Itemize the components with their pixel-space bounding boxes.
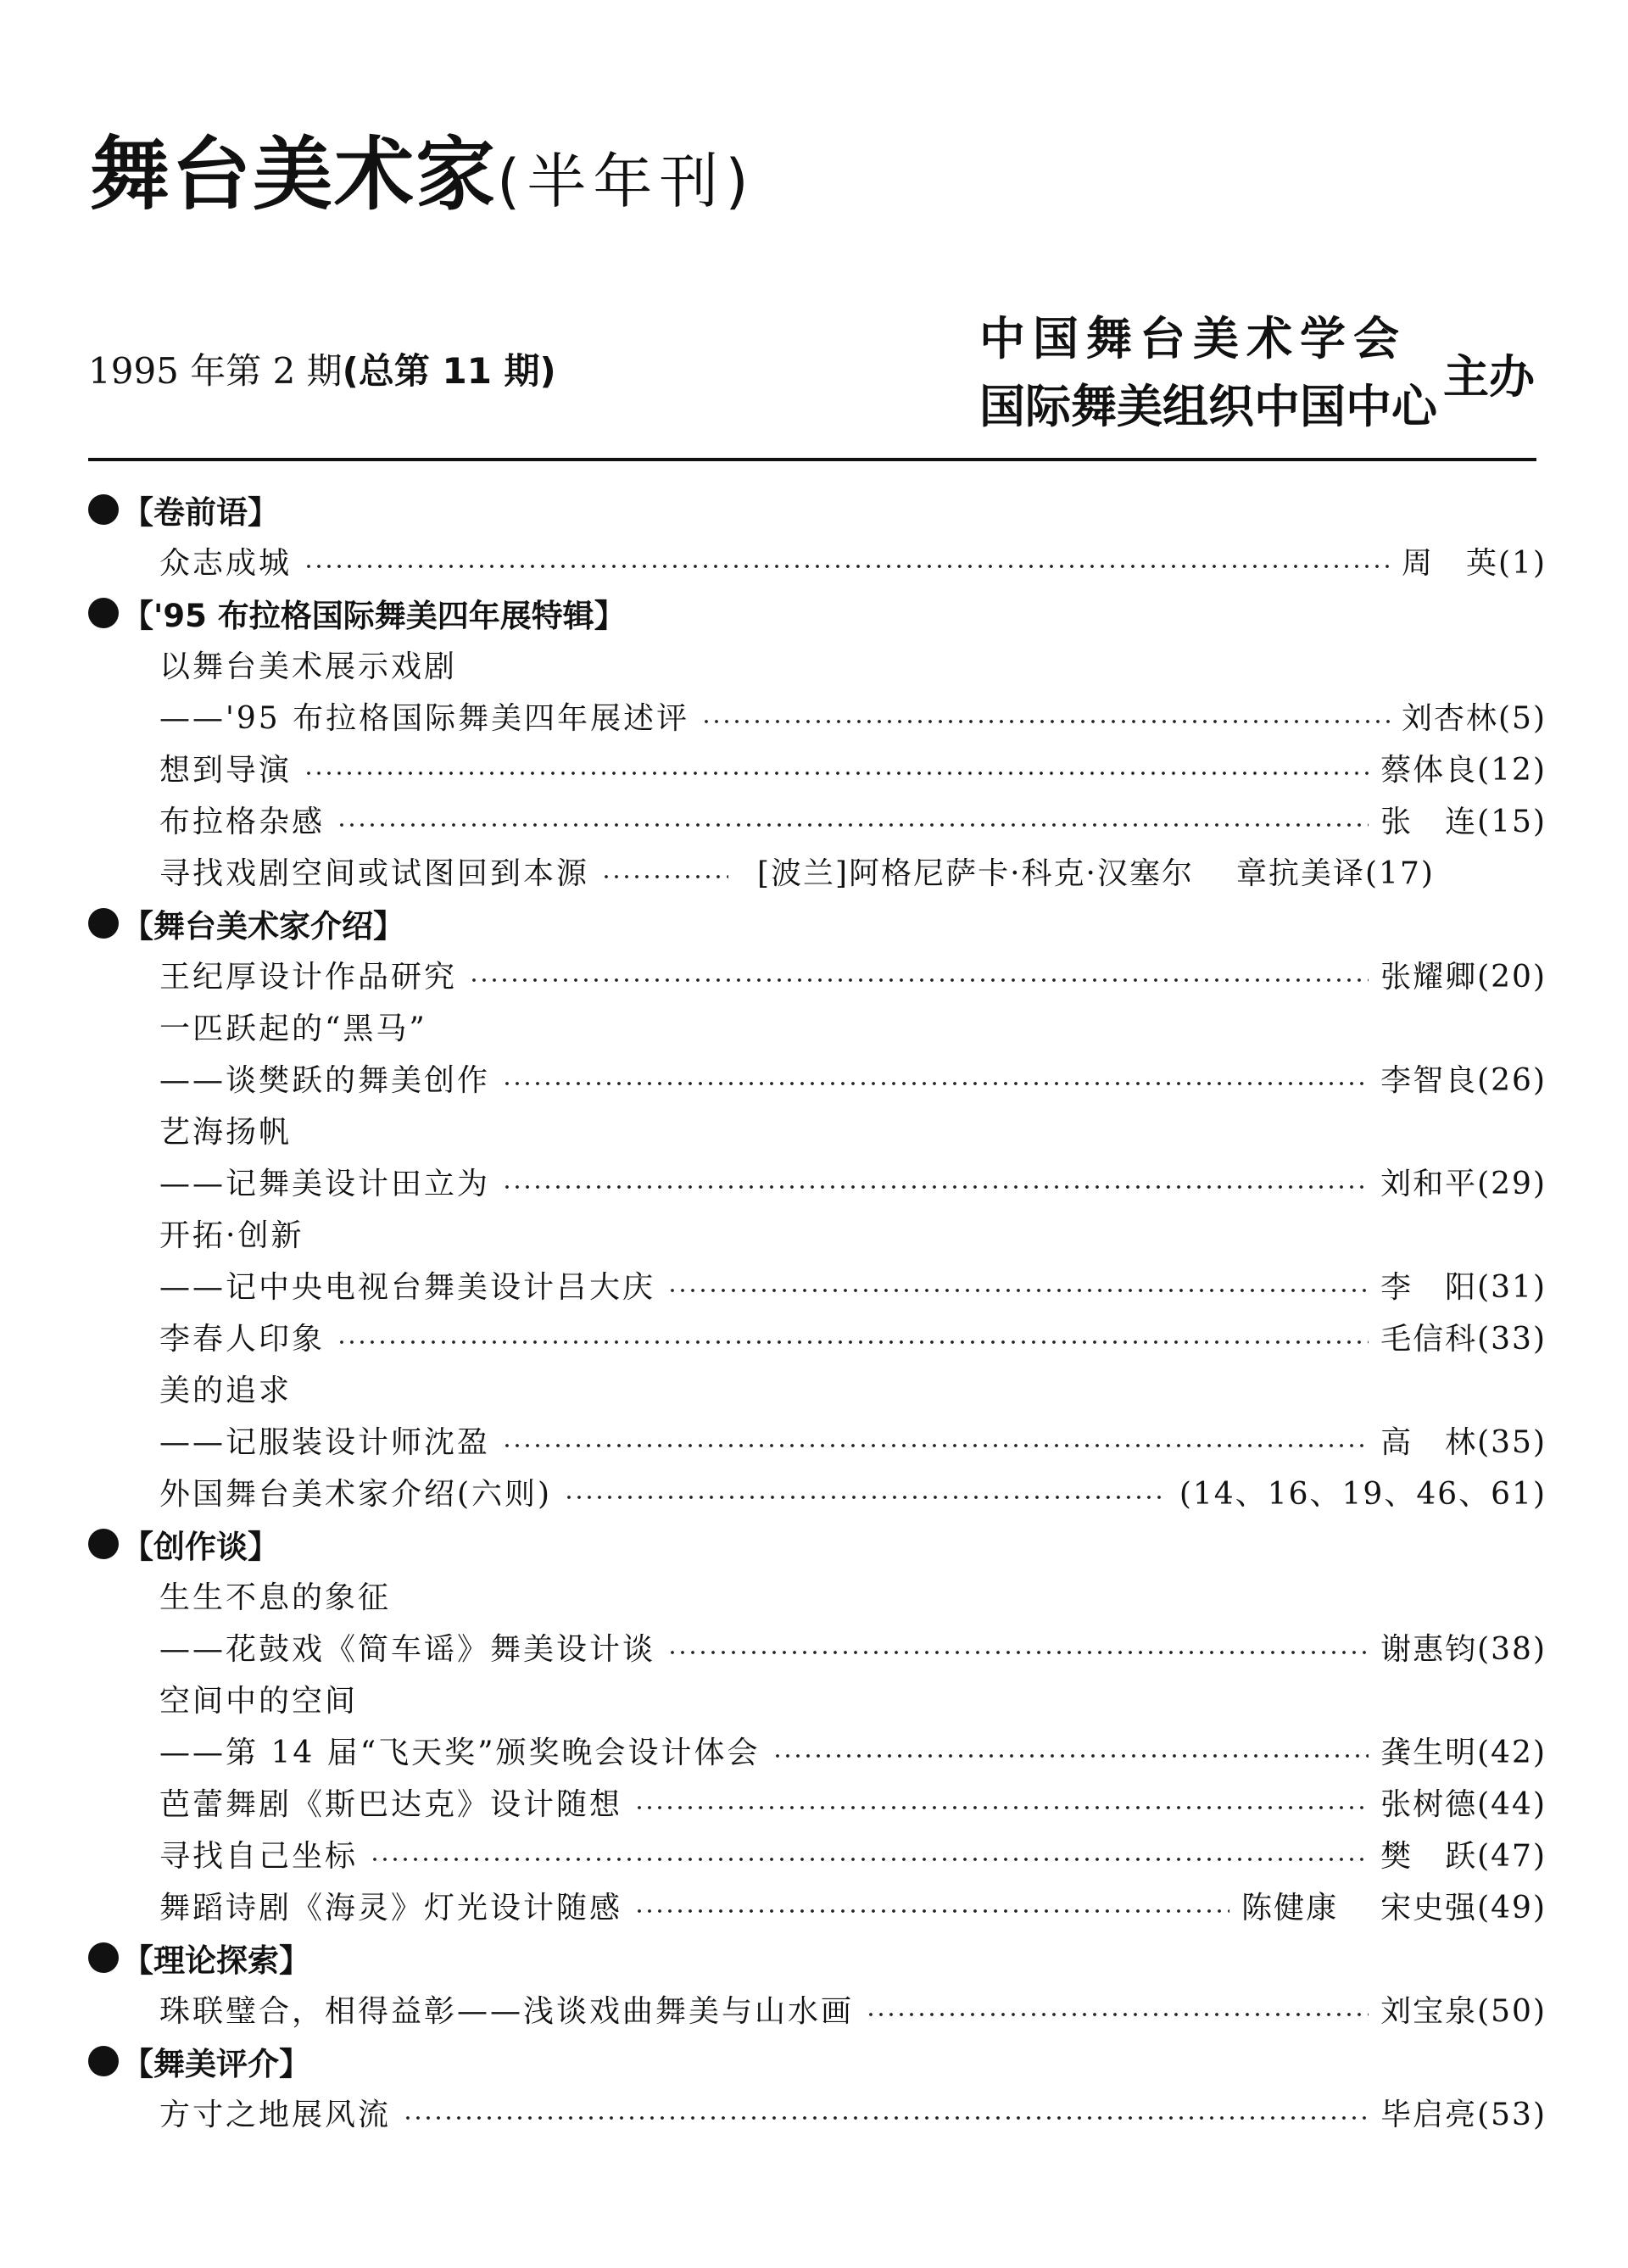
- toc-entry-subtitle[interactable]: [88, 1156, 1547, 1207]
- leader-dots: [502, 1081, 1369, 1086]
- entry-author-page: 蔡体良(12): [1380, 753, 1547, 788]
- entry-title: 芭蕾舞剧《斯巴达克》设计随想: [159, 1787, 623, 1822]
- entry-title: 舞蹈诗剧《海灵》灯光设计随感: [159, 1891, 623, 1925]
- toc-entry[interactable]: [88, 794, 1547, 845]
- toc-entry[interactable]: [88, 1466, 1547, 1518]
- bullet-icon: [88, 494, 119, 525]
- entry-author-page: 高 林(35): [1380, 1425, 1547, 1460]
- entry-title: ——第 14 届“飞天奖”颁奖晚会设计体会: [159, 1736, 761, 1770]
- toc-entry[interactable]: [88, 1776, 1547, 1828]
- entry-author-page: 毕启亮(53): [1380, 2098, 1547, 2132]
- toc-entry-subtitle[interactable]: [88, 1414, 1547, 1466]
- toc-section-heading: [88, 1931, 1547, 1983]
- entry-title: ——'95 布拉格国际舞美四年展述评: [159, 701, 690, 736]
- header-divider: [88, 458, 1536, 461]
- toc-entry[interactable]: [88, 949, 1547, 1000]
- toc-entry[interactable]: [88, 1983, 1547, 2035]
- sponsor-1: 中国舞台美术学会: [979, 312, 1407, 365]
- leader-dots: [601, 874, 728, 879]
- entry-title: 以舞台美术展示戏剧: [159, 649, 458, 684]
- entry-title: ——记服装设计师沈盈: [159, 1425, 491, 1460]
- leader-dots: [337, 1340, 1369, 1345]
- toc-entry-subtitle[interactable]: [88, 1259, 1547, 1311]
- entry-author-page: 张树德(44): [1380, 1787, 1547, 1822]
- leader-dots: [667, 1650, 1369, 1655]
- toc-entry[interactable]: [88, 535, 1547, 587]
- toc-entry[interactable]: [88, 1207, 1547, 1259]
- entry-title: 众志成城: [159, 546, 293, 581]
- toc-entry[interactable]: [88, 1104, 1547, 1156]
- entry-title: 王纪厚设计作品研究: [159, 960, 458, 995]
- entry-author-page: 李智良(26): [1380, 1063, 1547, 1098]
- entry-author-page: 樊 跃(47): [1380, 1839, 1547, 1874]
- entry-title: 空间中的空间: [159, 1684, 359, 1719]
- entry-title: 寻找戏剧空间或试图回到本源: [159, 856, 590, 891]
- magazine-frequency: (半年刊): [497, 147, 755, 216]
- leader-dots: [337, 822, 1369, 828]
- section-label: 【创作谈】: [122, 1528, 279, 1565]
- leader-dots: [502, 1443, 1369, 1448]
- entry-author-page: 刘杏林(5): [1402, 701, 1547, 736]
- toc-entry[interactable]: [88, 638, 1547, 690]
- toc-section-heading: [88, 1518, 1547, 1569]
- entry-title: ——记舞美设计田立为: [159, 1167, 491, 1201]
- leader-dots: [634, 1805, 1369, 1810]
- toc-section-heading: [88, 897, 1547, 949]
- leader-dots: [564, 1495, 1168, 1500]
- entry-author-page: 刘和平(29): [1380, 1167, 1547, 1201]
- issue-total: (总第 11 期): [342, 350, 556, 392]
- bullet-icon: [88, 1942, 119, 1973]
- leader-dots: [634, 1909, 1229, 1914]
- leader-dots: [403, 2115, 1369, 2120]
- entry-title: 艺海扬帆: [159, 1115, 293, 1150]
- bullet-icon: [88, 1529, 119, 1559]
- leader-dots: [304, 771, 1369, 776]
- section-label: 【舞美评介】: [122, 2045, 310, 2082]
- entry-pages: (14、16、19、46、61): [1179, 1477, 1547, 1512]
- bullet-icon: [88, 908, 119, 939]
- toc-entry-subtitle[interactable]: [88, 1621, 1547, 1673]
- toc-section-heading: [88, 2035, 1547, 2087]
- table-of-contents: [88, 483, 1547, 2138]
- entry-title: 李春人印象: [159, 1322, 326, 1357]
- entry-title: 外国舞台美术家介绍(六则): [159, 1477, 553, 1512]
- host-label: 主办: [1443, 350, 1535, 404]
- toc-entry[interactable]: [88, 1569, 1547, 1621]
- toc-entry[interactable]: [88, 1880, 1547, 1931]
- entry-title: 一匹跃起的“黑马”: [159, 1011, 427, 1046]
- entry-author: 陈健康: [1241, 1891, 1339, 1925]
- section-label: 【'95 布拉格国际舞美四年展特辑】: [122, 597, 626, 634]
- leader-dots: [469, 978, 1369, 983]
- entry-title: 寻找自己坐标: [159, 1839, 359, 1874]
- toc-section-heading: [88, 587, 1547, 638]
- leader-dots: [502, 1184, 1369, 1190]
- toc-entry[interactable]: [88, 1673, 1547, 1725]
- entry-title: 想到导演: [159, 753, 293, 788]
- entry-title: 布拉格杂感: [159, 805, 326, 839]
- toc-entry-subtitle[interactable]: [88, 690, 1547, 742]
- entry-title: 美的追求: [159, 1374, 293, 1408]
- entry-title: 开拓·创新: [159, 1218, 304, 1253]
- entry-title: 珠联璧合，相得益彰——浅谈戏曲舞美与山水画: [159, 1994, 855, 2029]
- magazine-name: 舞台美术家: [90, 129, 498, 221]
- toc-section-heading: [88, 483, 1547, 535]
- entry-author-page: 张耀卿(20): [1380, 960, 1547, 995]
- bullet-icon: [88, 2046, 119, 2076]
- entry-author-page: 毛信科(33): [1380, 1322, 1547, 1357]
- toc-entry[interactable]: [88, 1000, 1547, 1052]
- toc-entry[interactable]: [88, 1311, 1547, 1362]
- entry-author-page: 李 阳(31): [1380, 1270, 1547, 1305]
- magazine-title: [90, 110, 755, 225]
- issue-info: [88, 343, 556, 394]
- toc-entry[interactable]: [88, 1362, 1547, 1414]
- entry-title: ——花鼓戏《简车谣》舞美设计谈: [159, 1632, 656, 1667]
- entry-author: [波兰]阿格尼萨卡·科克·汉塞尔: [757, 856, 1194, 891]
- leader-dots: [304, 564, 1390, 569]
- entry-author-page: 周 英(1): [1402, 546, 1547, 581]
- section-label: 【舞台美术家介绍】: [122, 907, 404, 945]
- leader-dots: [772, 1753, 1369, 1758]
- toc-entry[interactable]: [88, 1828, 1547, 1880]
- section-label: 【理论探索】: [122, 1942, 310, 1979]
- sponsor-2: 国际舞美组织中国中心: [979, 380, 1437, 433]
- entry-title: ——记中央电视台舞美设计吕大庆: [159, 1270, 656, 1305]
- entry-title: ——谈樊跃的舞美创作: [159, 1063, 491, 1098]
- leader-dots: [701, 719, 1390, 724]
- sponsors-block: [979, 305, 1454, 441]
- section-label: 【卷前语】: [122, 493, 279, 531]
- leader-dots: [866, 2012, 1369, 2017]
- entry-author-page: 刘宝泉(50): [1380, 1994, 1547, 2029]
- toc-entry[interactable]: [88, 2087, 1547, 2138]
- toc-entry-subtitle[interactable]: [88, 1725, 1547, 1776]
- entry-translator-page: 章抗美译(17): [1236, 856, 1435, 891]
- bullet-icon: [88, 598, 119, 628]
- toc-entry[interactable]: [88, 845, 1547, 897]
- entry-author-page: 龚生明(42): [1380, 1736, 1547, 1770]
- entry-title: 方寸之地展风流: [159, 2098, 392, 2132]
- issue-number: 1995 年第 2 期: [88, 350, 343, 392]
- entry-author-page: 宋史强(49): [1380, 1891, 1547, 1925]
- toc-entry-subtitle[interactable]: [88, 1052, 1547, 1104]
- entry-author-page: 张 连(15): [1380, 805, 1547, 839]
- toc-entry[interactable]: [88, 742, 1547, 794]
- entry-author-page: 谢惠钧(38): [1380, 1632, 1547, 1667]
- entry-title: 生生不息的象征: [159, 1580, 392, 1615]
- leader-dots: [667, 1288, 1369, 1293]
- leader-dots: [370, 1857, 1369, 1862]
